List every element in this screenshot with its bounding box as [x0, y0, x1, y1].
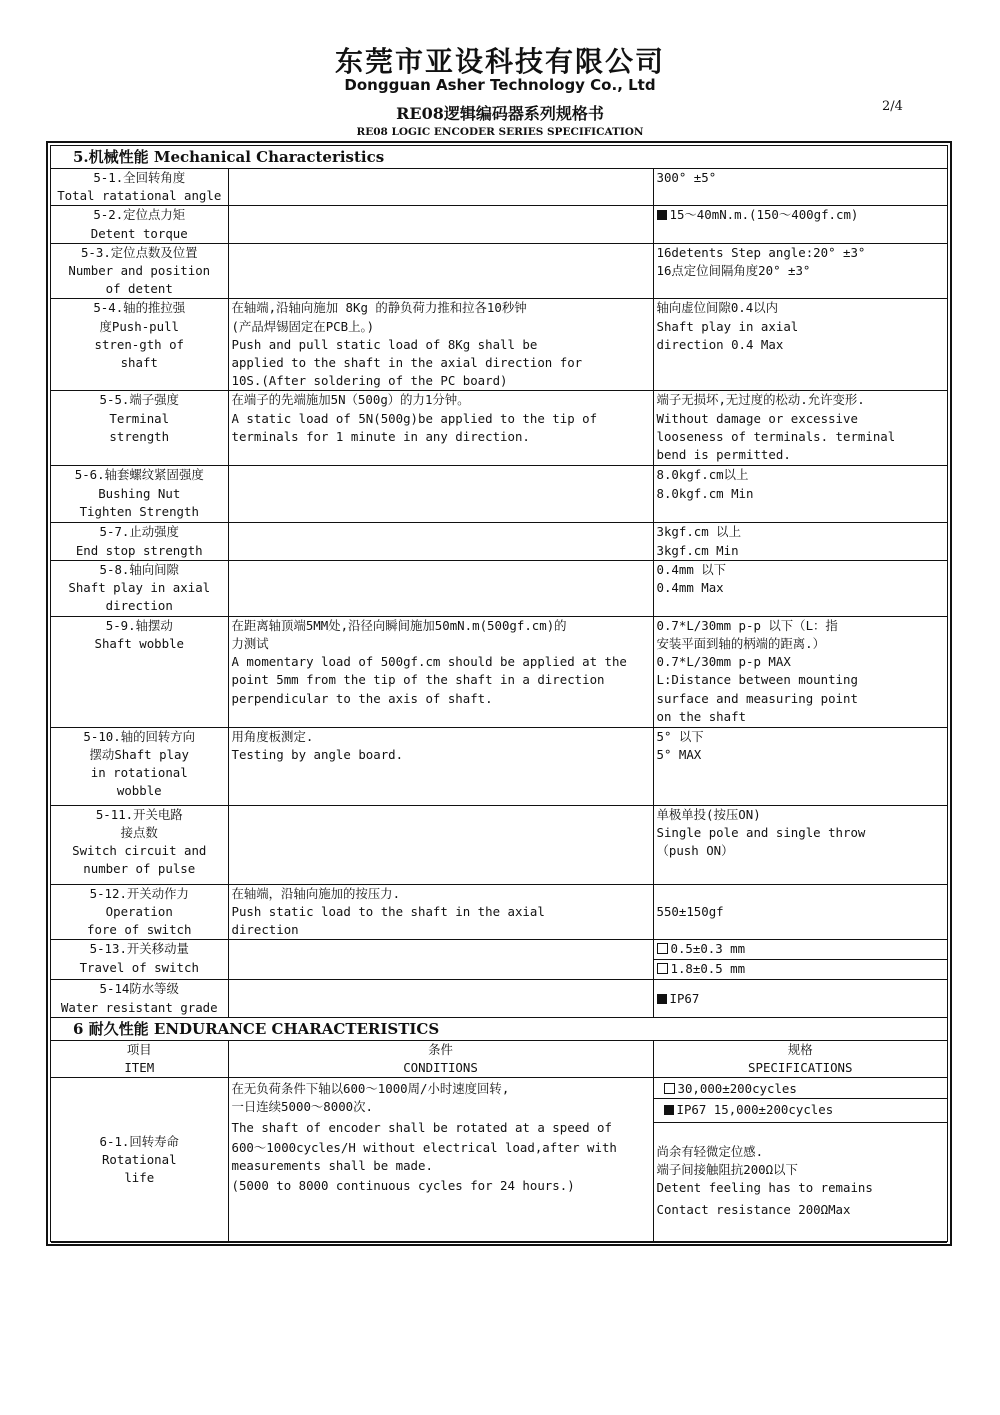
item-line: 5-11.开关电路	[95, 806, 183, 822]
spec-line: direction 0.4 Max	[656, 336, 784, 352]
spec-line: 16detents Step angle:20° ±3°	[656, 244, 866, 260]
spec-line: 550±150gf	[656, 904, 724, 920]
item-cell-5-9	[51, 616, 228, 727]
item-line: 5-8.轴向间隙	[99, 561, 179, 577]
spec-option-b	[654, 1099, 948, 1122]
spec-line: surface and measuring point	[656, 690, 858, 706]
item-cell-5-7	[51, 523, 228, 560]
page-number: 2/4	[882, 99, 903, 114]
condition-cell-5-12	[228, 884, 653, 940]
spec-line: 3kgf.cm 以上	[656, 524, 741, 540]
item-line: 5-14防水等级	[99, 981, 179, 997]
section-6-column-headers	[51, 1040, 947, 1077]
item-line: Rotational	[101, 1152, 177, 1168]
item-line: stren-gth of	[94, 336, 185, 352]
item-cell-5-8	[51, 560, 228, 616]
condition-cell-5-2	[228, 206, 653, 243]
spec-line: 单极单投(按压ON)	[656, 806, 761, 822]
item-line: Total ratational angle	[57, 188, 222, 204]
condition-cell-5-9	[228, 616, 653, 727]
condition-cell-5-8	[228, 560, 653, 616]
table-row-5-1	[51, 169, 947, 206]
spec-cell-5-10	[653, 727, 947, 805]
table-row-5-14	[51, 980, 947, 1017]
table-row-5-12	[51, 884, 947, 940]
item-cell-5-5	[51, 391, 228, 466]
spec-line: 3kgf.cm Min	[656, 542, 739, 558]
condition-cell-5-1	[228, 169, 653, 206]
spec-line: 轴向虚位间隙0.4以内	[656, 300, 779, 316]
condition-cell-5-10	[228, 727, 653, 805]
spec-cell-5-8	[653, 560, 947, 616]
spec-option-a-text: 30,000±200cycles	[677, 1081, 797, 1097]
item-line: in rotational	[90, 765, 188, 781]
section-6-title: 6 耐久性能 ENDURANCE CHARACTERISTICS	[51, 1017, 947, 1040]
spec-line: 5° MAX	[656, 747, 702, 763]
company-name-en: Dongguan Asher Technology Co., Ltd	[344, 76, 656, 94]
cond-line: point 5mm from the tip of the shaft in a direction	[231, 672, 605, 688]
item-line: Operation	[105, 904, 173, 920]
condition-line: (5000 to 8000 continuous cycles for 24 hours.)	[231, 1178, 575, 1194]
condition-line: 一日连续5000～8000次.	[231, 1099, 373, 1115]
spec-frame	[46, 141, 952, 1246]
spec-line: 5° 以下	[656, 728, 704, 744]
item-line: 5-9.轴摆动	[105, 617, 173, 633]
item-line: 度Push-pull	[99, 318, 180, 334]
condition-line: 600～1000cycles/H without electrical load,after with	[231, 1139, 617, 1155]
header-spec-cn: 规格	[787, 1041, 813, 1057]
cond-line: direction	[231, 922, 299, 938]
table-row-5-2	[51, 206, 947, 243]
item-cell-5-12	[51, 884, 228, 940]
spec-line: 0.7*L/30mm p-p 以下（L：指	[656, 617, 838, 633]
item-line: 5-12.开关动作力	[89, 885, 189, 901]
spec-text: 1.8±0.5 mm	[670, 960, 746, 976]
spec-line: 0.7*L/30mm p-p MAX	[656, 654, 791, 670]
company-name-cn: 东莞市亚设科技有限公司	[334, 45, 665, 78]
item-line: 接点数	[120, 825, 158, 841]
empty-checkbox-icon	[657, 963, 668, 974]
table-row-5-6	[51, 466, 947, 523]
table-row-6-1	[51, 1078, 947, 1243]
cond-line: Push and pull static load of 8Kg shall be	[231, 336, 538, 352]
condition-line: measurements shall be made.	[231, 1158, 433, 1174]
spec-line: bend is permitted.	[656, 447, 791, 463]
cond-line: 用角度板测定.	[231, 728, 314, 744]
section-5-title: 5.机械性能 Mechanical Characteristics	[51, 146, 947, 169]
cond-line: 在端子的先端施加5N（500g）的力1分钟。	[231, 392, 470, 408]
item-line: Terminal	[109, 410, 170, 426]
item-line: fore of switch	[87, 922, 192, 938]
spec-line: Single pole and single throw	[656, 825, 866, 841]
document-title: RE08逻辑编码器系列规格书	[396, 104, 604, 123]
item-line: number of pulse	[83, 861, 196, 877]
item-line: 5-5.端子强度	[99, 392, 179, 408]
condition-cell-5-3	[228, 243, 653, 299]
spec-line: Detent feeling has to remains	[656, 1180, 873, 1196]
filled-checkbox-icon	[664, 1105, 674, 1115]
spec-line	[654, 940, 948, 959]
item-line: 6-1.回转寿命	[99, 1133, 179, 1149]
item-cell-5-11	[51, 805, 228, 884]
item-line: life	[124, 1170, 155, 1186]
table-row-5-13	[51, 940, 947, 980]
spec-line: （push ON）	[656, 843, 734, 859]
item-line: Travel of switch	[79, 959, 199, 975]
cond-line: 在轴端,沿轴向施加 8Kg 的静负荷力推和拉各10秒钟	[231, 300, 527, 316]
header-item-en: ITEM	[124, 1060, 155, 1076]
item-line: shaft	[120, 355, 158, 371]
item-cell-5-4	[51, 299, 228, 391]
header-conditions	[228, 1040, 653, 1077]
spec-cell-5-3	[653, 243, 947, 299]
table-row-5-10	[51, 727, 947, 805]
empty-checkbox-icon	[657, 943, 668, 954]
spec-line: 300° ±5°	[656, 170, 717, 185]
spec-line: Without damage or excessive	[656, 410, 858, 426]
cond-line: Testing by angle board.	[231, 747, 404, 763]
spec-cell-5-1	[653, 169, 947, 206]
spec-cell-5-2	[653, 206, 947, 243]
item-line: Number and position	[68, 263, 211, 279]
spec-line: Contact resistance 200ΩMax	[656, 1202, 851, 1218]
item-line: End stop strength	[75, 542, 203, 558]
filled-checkbox-icon	[657, 210, 667, 220]
spec-cell-5-14	[653, 980, 947, 1017]
item-line: Shaft play in axial	[68, 580, 211, 596]
item-cell-5-1	[51, 169, 228, 206]
item-line: 5-1.全回转角度	[93, 170, 186, 185]
condition-cell-5-4	[228, 299, 653, 391]
cond-line: terminals for 1 minute in any direction.	[231, 428, 530, 444]
spec-cell-5-5	[653, 391, 947, 466]
spec-line	[657, 206, 945, 224]
item-line: 5-6.轴套螺纹紧固强度	[74, 467, 204, 483]
spec-line: 0.4mm 以下	[656, 561, 727, 577]
item-line: 5-13.开关移动量	[89, 941, 189, 957]
section-5-header-row	[51, 146, 947, 169]
item-line: Bushing Nut	[98, 485, 181, 501]
spec-cell-5-6	[653, 466, 947, 523]
condition-line: The shaft of encoder shall be rotated at a speed of	[231, 1119, 612, 1135]
header-cond-en: CONDITIONS	[403, 1060, 478, 1076]
spec-cell-5-12	[653, 884, 947, 940]
condition-cell-5-5	[228, 391, 653, 466]
condition-cell-6-1	[228, 1078, 653, 1243]
spec-cell-5-9	[653, 616, 947, 727]
condition-cell-5-13	[228, 940, 653, 980]
table-row-5-11	[51, 805, 947, 884]
table-row-5-4	[51, 299, 947, 391]
item-cell-5-10	[51, 727, 228, 805]
header-cond-cn: 条件	[428, 1041, 453, 1057]
cond-line: 力测试	[231, 636, 269, 652]
table-row-5-3	[51, 243, 947, 299]
spec-line: 端子间接触阻抗200Ω以下	[656, 1161, 798, 1177]
table-row-5-8	[51, 560, 947, 616]
condition-cell-5-6	[228, 466, 653, 523]
item-line: 5-3.定位点数及位置	[80, 244, 198, 260]
cond-line: 在轴端，沿轴向施加的按压力.	[231, 885, 401, 901]
item-line: Switch circuit and	[72, 843, 207, 859]
table-row-5-9	[51, 616, 947, 727]
item-line: 5-2.定位点力矩	[93, 207, 186, 223]
empty-checkbox-icon	[664, 1083, 675, 1094]
item-line: 5-4.轴的推拉强	[93, 300, 186, 316]
cond-line: applied to the shaft in the axial direction for	[231, 355, 583, 371]
header-spec-en: SPECIFICATIONS	[748, 1060, 853, 1076]
spec-text: 0.5±0.3 mm	[670, 941, 746, 957]
spec-line: 安装平面到轴的柄端的距离.）	[656, 636, 826, 652]
spec-line: looseness of terminals. terminal	[656, 428, 896, 444]
spec-text: IP67	[669, 990, 700, 1006]
table-row-5-5	[51, 391, 947, 466]
cond-line: perpendicular to the axis of shaft.	[231, 690, 493, 706]
condition-cell-5-7	[228, 523, 653, 560]
spec-cell-5-7	[653, 523, 947, 560]
cond-line: A static load of 5N(500g)be applied to the tip of	[231, 410, 598, 426]
spec-cell-6-1	[653, 1078, 947, 1243]
filled-checkbox-icon	[657, 994, 667, 1004]
table-row-5-7	[51, 523, 947, 560]
condition-cell-5-14	[228, 980, 653, 1017]
header-item	[51, 1040, 228, 1077]
condition-cell-5-11	[228, 805, 653, 884]
item-cell-5-3	[51, 243, 228, 299]
spec-line: 16点定位间隔角度20° ±3°	[656, 263, 811, 279]
item-cell-5-2	[51, 206, 228, 243]
spec-line	[657, 990, 945, 1008]
spec-line: 端子无损坏,无过度的松动.允许变形.	[656, 392, 865, 408]
spec-cell-5-4	[653, 299, 947, 391]
item-line: Detent torque	[90, 225, 188, 241]
item-line: direction	[105, 598, 173, 614]
cond-line: 10S.(After soldering of the PC board)	[231, 373, 508, 389]
spec-table	[51, 146, 947, 1243]
item-line: Water resistant grade	[60, 999, 218, 1015]
spec-line: on the shaft	[656, 708, 747, 724]
spec-line: 0.4mm Max	[656, 580, 724, 596]
spec-line: 8.0kgf.cm Min	[656, 485, 754, 501]
document-subtitle: RE08 LOGIC ENCODER SERIES SPECIFICATION	[356, 126, 644, 138]
section-6-header-row	[51, 1017, 947, 1040]
item-line: 5-10.轴的回转方向	[83, 728, 196, 744]
item-line: strength	[109, 428, 170, 444]
item-line: Shaft wobble	[94, 636, 185, 652]
spec-option-a	[654, 1080, 948, 1099]
item-line: 摆动Shaft play	[89, 747, 189, 763]
item-cell-6-1	[51, 1078, 228, 1243]
cond-line: (产品焊锡固定在PCB上。)	[231, 318, 375, 334]
item-cell-5-14	[51, 980, 228, 1017]
item-cell-5-13	[51, 940, 228, 980]
item-line: of detent	[105, 281, 173, 297]
cond-line: 在距离轴顶端5MM处,沿径向瞬间施加50mN.m(500gf.cm)的	[231, 617, 567, 633]
spec-line: L:Distance between mounting	[656, 672, 858, 688]
spec-line: 尚余有轻微定位感.	[656, 1143, 764, 1159]
spec-cell-5-13	[653, 940, 947, 980]
spec-cell-5-11	[653, 805, 947, 884]
cond-line: Push static load to the shaft in the axial	[231, 904, 545, 920]
condition-line: 在无负荷条件下轴以600～1000周/小时速度回转,	[231, 1081, 510, 1097]
header-item-cn: 项目	[126, 1041, 152, 1057]
header-specifications	[653, 1040, 947, 1077]
item-line: Tighten Strength	[79, 503, 199, 519]
item-line: wobble	[116, 783, 162, 799]
spec-option-b-text: IP67 15,000±200cycles	[676, 1102, 834, 1118]
item-cell-5-6	[51, 466, 228, 523]
item-line: 5-7.止动强度	[99, 524, 179, 540]
spec-line	[657, 960, 945, 978]
cond-line: A momentary load of 500gf.cm should be applied at the	[231, 654, 627, 670]
spec-line: Shaft play in axial	[656, 318, 799, 334]
spec-line: 8.0kgf.cm以上	[656, 467, 749, 483]
spec-text: 15～40mN.m.(150～400gf.cm)	[669, 207, 859, 223]
